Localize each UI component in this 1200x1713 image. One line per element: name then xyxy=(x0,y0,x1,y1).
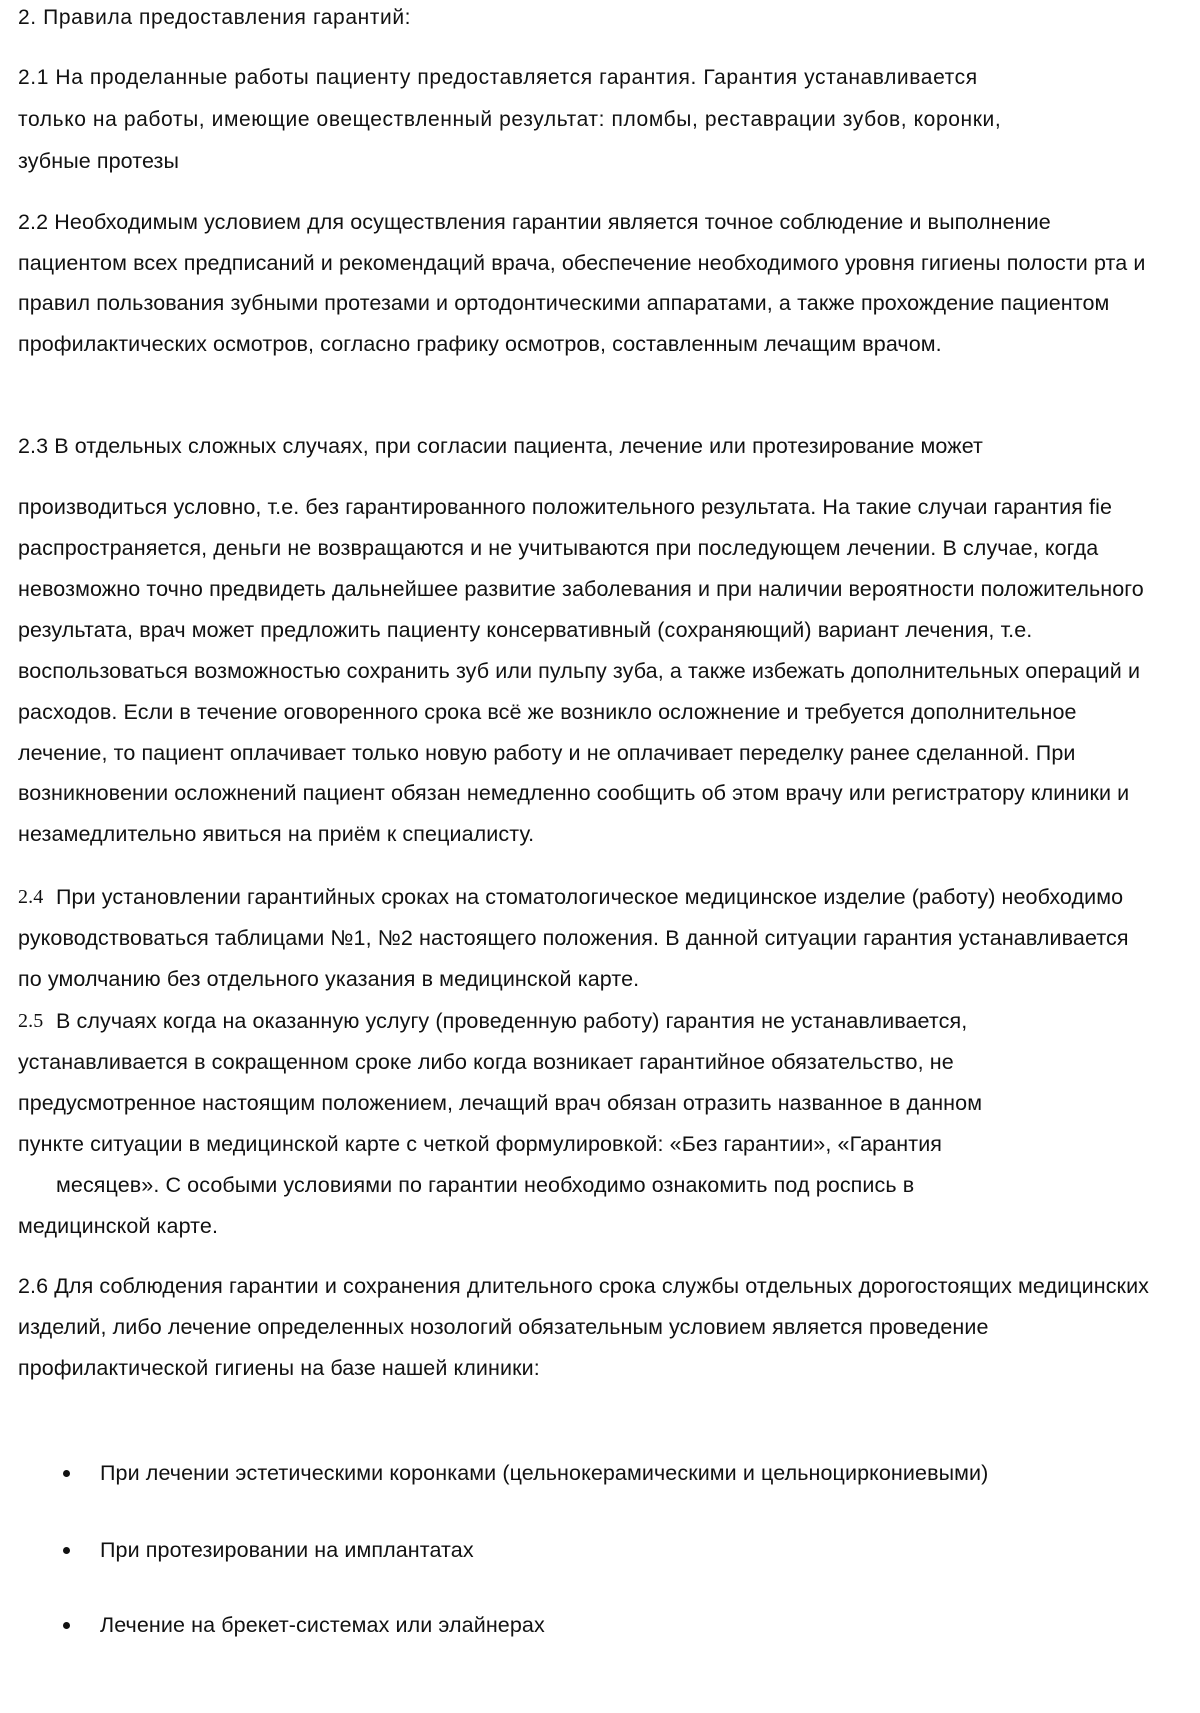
paragraph-2-6-line-2: изделий, либо лечение определенных нозологий обязательным условием является проведение xyxy=(18,1315,989,1339)
paragraph-2-3-line-8: лечение, то пациент оплачивает только новую работу и не оплачивает переделку ранее сделанной. При xyxy=(18,741,1076,765)
paragraph-2-5-line-3: предусмотренное настоящим положением, лечащий врач обязан отразить названное в данном xyxy=(18,1091,983,1115)
bullet-icon xyxy=(63,1622,70,1629)
paragraph-2-3-line-7: расходов. Если в течение оговоренного срока всё же возникло осложнение и требуется дополнительное xyxy=(18,700,1077,724)
paragraph-2-3-line-1: 2.3 В отдельных сложных случаях, при согласии пациента, лечение или протезирование может xyxy=(18,434,983,458)
section-heading: 2. Правила предоставления гарантий: xyxy=(18,6,412,29)
paragraph-2-1-line-1: 2.1 На проделанные работы пациенту предоставляется гарантия. Гарантия устанавливается xyxy=(18,66,978,89)
paragraph-2-2-line-3: правил пользования зубными протезами и ортодонтическими аппаратами, а также прохождение пациентом xyxy=(18,291,1110,315)
bullet-icon xyxy=(63,1547,70,1554)
paragraph-2-3-line-3: распространяется, деньги не возвращаются и не учитываются при последующем лечении. В случае, когда xyxy=(18,536,1099,560)
paragraph-2-3-line-10: незамедлительно явиться на приём к специалисту. xyxy=(18,822,535,846)
paragraph-2-2-line-2: пациентом всех предписаний и рекомендаций врача, обеспечение необходимого уровня гигиены полости рта и xyxy=(18,251,1146,275)
paragraph-2-4-line-1: При установлении гарантийных сроках на стоматологическое медицинское изделие (работу) необходимо xyxy=(56,885,1124,909)
paragraph-2-3-line-5: результата, врач может предложить пациенту консервативный (сохраняющий) вариант лечения, т.е. xyxy=(18,618,1033,642)
paragraph-2-5-line-1: В случаях когда на оказанную услугу (проведенную работу) гарантия не устанавливается, xyxy=(56,1009,968,1033)
paragraph-2-3-line-2: производиться условно, т.е. без гарантированного положительного результата. На такие случаи гарантия fie xyxy=(18,495,1113,519)
paragraph-2-3-line-9: возникновении осложнений пациент обязан немедленно сообщить об этом врачу или регистратору клиники и xyxy=(18,781,1130,805)
paragraph-2-5-line-2: устанавливается в сокращенном сроке либо когда возникает гарантийное обязательство, не xyxy=(18,1050,954,1074)
paragraph-2-4-line-3: по умолчанию без отдельного указания в медицинской карте. xyxy=(18,967,640,991)
bullet-item-2: При протезировании на имплантатах xyxy=(100,1538,474,1562)
paragraph-2-5-line-5: месяцев». С особыми условиями по гарантии необходимо ознакомить под роспись в xyxy=(56,1173,915,1197)
paragraph-2-4-number: 2.4 xyxy=(18,886,44,908)
paragraph-2-2-line-1: 2.2 Необходимым условием для осуществления гарантии является точное соблюдение и выполнение xyxy=(18,210,1051,234)
paragraph-2-2-line-4: профилактических осмотров, согласно графику осмотров, составленным лечащим врачом. xyxy=(18,332,942,356)
paragraph-2-5-line-4: пункте ситуации в медицинской карте с четкой формулировкой: «Без гарантии», «Гарантия xyxy=(18,1132,943,1156)
bullet-icon xyxy=(63,1470,70,1477)
paragraph-2-4-line-2: руководствоваться таблицами №1, №2 настоящего положения. В данной ситуации гарантия устанавливается xyxy=(18,926,1129,950)
paragraph-2-3-line-4: невозможно точно предвидеть дальнейшее развитие заболевания и при наличии вероятности положительного xyxy=(18,577,1144,601)
bullet-item-3: Лечение на брекет-системах или элайнерах xyxy=(100,1613,545,1637)
paragraph-2-5-line-6: медицинской карте. xyxy=(18,1214,219,1238)
paragraph-2-5-number: 2.5 xyxy=(18,1010,44,1032)
bullet-item-1: При лечении эстетическими коронками (цельнокерамическими и цельноциркониевыми) xyxy=(100,1461,989,1485)
paragraph-2-6-line-3: профилактической гигиены на базе нашей клиники: xyxy=(18,1356,540,1380)
paragraph-2-6-line-1: 2.6 Для соблюдения гарантии и сохранения длительного срока службы отдельных дорогостоящих медицинских xyxy=(18,1274,1150,1298)
paragraph-2-3-line-6: воспользоваться возможностью сохранить зуб или пульпу зуба, а также избежать дополнительных операций и xyxy=(18,659,1141,683)
paragraph-2-1-line-2: только на работы, имеющие овеществленный результат: пломбы, реставрации зубов, коронки, xyxy=(18,108,1002,131)
paragraph-2-1-line-3: зубные протезы xyxy=(18,149,180,173)
